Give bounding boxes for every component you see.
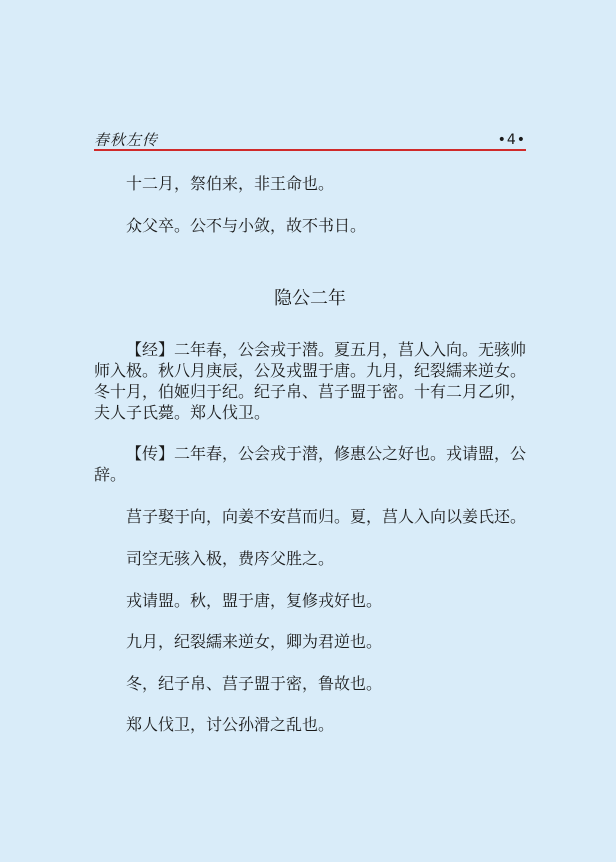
section-title: 隐公二年 — [274, 288, 346, 309]
paragraph: 司空无骇入极，费庈父胜之。 — [126, 549, 335, 568]
paragraph: 九月，纪裂繻来逆女，卿为君逆也。 — [126, 632, 383, 651]
commentary-paragraph: 【传】二年春，公会戎于潜，修惠公之好也。戎请盟，公辞。 — [94, 444, 527, 484]
book-title: 春秋左传 — [94, 131, 159, 149]
paragraph: 郑人伐卫，讨公孙滑之乱也。 — [126, 715, 335, 734]
scripture-paragraph: 【经】二年春，公会戎于潜。夏五月，莒人入向。无骇帅师入极。秋八月庚辰，公及戎盟于唐。九月，纪裂繻来逆女。冬十月，伯姬归于纪。纪子帛、莒子盟于密。十有二月乙卯，夫人子氏薨。郑人伐卫。 — [94, 340, 527, 422]
paragraph: 莒子娶于向，向姜不安莒而归。夏，莒人入向以姜氏还。 — [126, 507, 527, 526]
paragraph: 十二月，祭伯来，非王命也。 — [126, 174, 335, 193]
paragraph: 众父卒。公不与小敛，故不书日。 — [126, 216, 367, 235]
paragraph: 冬，纪子帛、莒子盟于密，鲁故也。 — [126, 674, 383, 693]
page-number: •4• — [497, 132, 526, 148]
paragraph: 戎请盟。秋，盟于唐，复修戎好也。 — [126, 591, 383, 610]
running-header — [94, 131, 526, 151]
